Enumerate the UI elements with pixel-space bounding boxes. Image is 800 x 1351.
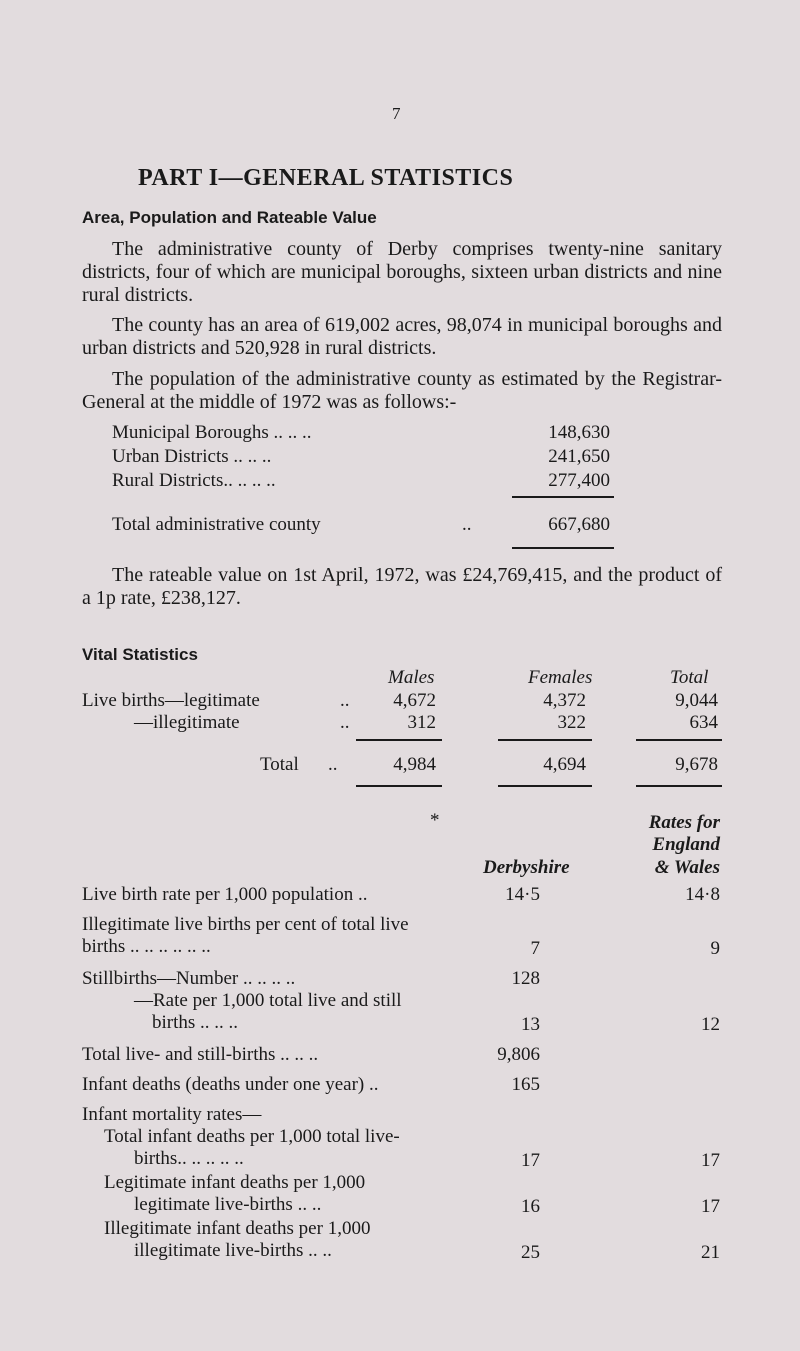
rate-row-england: 9 [710,938,720,959]
area-paragraph-4 [82,564,722,610]
area-paragraph-2-text: The county has an area of 619,002 acres, 98,074 in municipal boroughs and urban districts and 520,928 in rural districts. [82,314,722,359]
rate-row-label: Legitimate infant deaths per 1,000 [104,1172,366,1193]
births-legitimate-total: 9,044 [675,690,718,711]
births-illegitimate-dots: .. [340,712,350,733]
area-paragraph-4-text: The rateable value on 1st April, 1972, was £24,769,415, and the product of a 1p rate, £238,127. [82,564,722,609]
column-females: Females [528,667,593,688]
births-illegitimate-females: 322 [557,712,586,733]
population-total-dots: .. [462,514,472,535]
population-total-label: Total administrative county [112,514,321,535]
rate-row-england: 12 [701,1014,720,1035]
rate-row-england: 17 [701,1196,720,1217]
births-total-dots: .. [328,754,338,775]
population-value-municipal: 148,630 [548,422,610,443]
rate-row-derbyshire: 128 [511,968,540,989]
page-title: PART I—GENERAL STATISTICS [138,165,514,191]
area-paragraph-2 [82,314,722,360]
rate-row-label: Infant deaths (deaths under one year) .. [82,1074,379,1095]
rate-row-label: Illegitimate live births per cent of total live [82,914,409,935]
births-rule-bottom-females [498,785,592,787]
rate-row-england: 17 [701,1150,720,1171]
births-rule-top-females [498,739,592,741]
rate-row-derbyshire: 25 [521,1242,540,1263]
rate-row-label: Total infant deaths per 1,000 total live- [104,1126,400,1147]
asterisk-mark: * [430,810,440,831]
column-england-line2: England [652,834,720,855]
rate-row-label: births .. .. .. .. .. .. [82,936,211,957]
births-illegitimate-males: 312 [407,712,436,733]
births-legitimate-females: 4,372 [543,690,586,711]
rate-row-label: Illegitimate infant deaths per 1,000 [104,1218,371,1239]
rate-row-derbyshire: 16 [521,1196,540,1217]
area-paragraph-3-text: The population of the administrative county as estimated by the Registrar-General at the middle of 1972 was as follows:- [82,368,722,413]
births-illegitimate-label: —illegitimate [134,712,240,733]
population-rule-bottom [512,547,614,549]
population-total-value: 667,680 [548,514,610,535]
births-total-females: 4,694 [543,754,586,775]
rate-row-derbyshire: 13 [521,1014,540,1035]
population-rule-top [512,496,614,498]
births-legitimate-label: Live births—legitimate [82,690,260,711]
rate-row-derbyshire: 17 [521,1150,540,1171]
births-legitimate-dots: .. [340,690,350,711]
rate-row-label: —Rate per 1,000 total live and still [134,990,402,1011]
column-england-line1: Rates for [648,812,720,833]
page-number: 7 [392,104,401,123]
rate-row-label: births .. .. .. [152,1012,239,1033]
rate-row-label: Infant mortality rates— [82,1104,262,1125]
rate-row-england: 14·8 [685,884,720,905]
population-value-urban: 241,650 [548,446,610,467]
rate-row-label: Stillbirths—Number .. .. .. .. [82,968,296,989]
area-heading: Area, Population and Rateable Value [82,208,377,227]
births-illegitimate-total: 634 [689,712,718,733]
column-derbyshire: Derbyshire [483,857,570,878]
rate-row-derbyshire: 165 [511,1074,540,1095]
births-total-total: 9,678 [675,754,718,775]
rate-row-derbyshire: 9,806 [497,1044,540,1065]
rate-row-label: births.. .. .. .. .. [134,1148,244,1169]
births-total-label: Total [260,754,299,775]
area-paragraph-1-text: The administrative county of Derby comprises twenty-nine sanitary districts, four of which are municipal boroughs, sixteen urban districts and nine rural districts. [82,238,722,306]
rate-row-label: Live birth rate per 1,000 population .. [82,884,368,905]
births-rule-top-males [356,739,442,741]
area-paragraph-1 [82,238,722,307]
births-rule-top-total [636,739,722,741]
population-value-rural: 277,400 [548,470,610,491]
column-males: Males [388,667,435,688]
births-total-males: 4,984 [393,754,436,775]
rate-row-derbyshire: 14·5 [505,884,540,905]
vital-heading: Vital Statistics [82,645,198,664]
rate-row-label: illegitimate live-births .. .. [134,1240,332,1261]
rate-row-england: 21 [701,1242,720,1263]
column-total: Total [670,667,709,688]
births-rule-bottom-males [356,785,442,787]
births-rule-bottom-total [636,785,722,787]
area-paragraph-3 [82,368,722,414]
population-label-urban: Urban Districts .. .. .. [112,446,272,467]
population-label-municipal: Municipal Boroughs .. .. .. [112,422,312,443]
column-england-line3: & Wales [654,857,720,878]
rate-row-derbyshire: 7 [530,938,540,959]
births-legitimate-males: 4,672 [393,690,436,711]
rate-row-label: Total live- and still-births .. .. .. [82,1044,319,1065]
population-label-rural: Rural Districts.. .. .. .. [112,470,276,491]
rate-row-label: legitimate live-births .. .. [134,1194,322,1215]
